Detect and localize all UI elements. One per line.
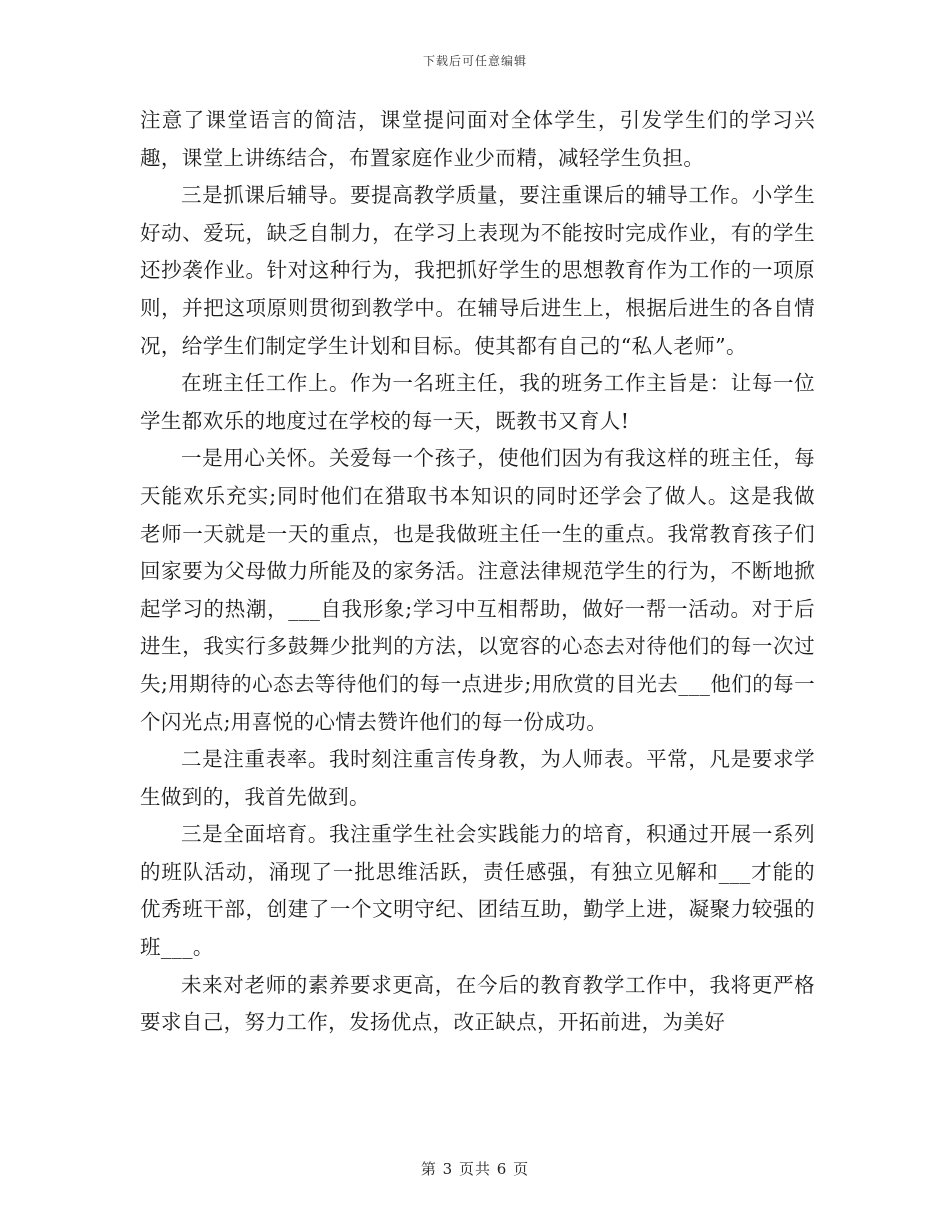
paragraph-7: 未来对老师的素养要求更高，在今后的教育教学工作中，我将更严格要求自己，努力工作，发扬优点，改正缺点，开拓前进，为美好 [140, 972, 815, 1035]
page-footer: 第 3 页共 6 页 [420, 1160, 530, 1178]
paragraph-2: 三是抓课后辅导。要提高教学质量，要注重课后的辅导工作。小学生好动、爱玩，缺乏自制力，在学习上表现为不能按时完成作业，有的学生还抄袭作业。针对这种行为，我把抓好学生的思想教育作为工作的一项原则，并把这项原则贯彻到教学中。在辅导后进生上，根据后进生的各自情况，给学生们制定学生计划和目标。使其都有自己的“私人老师”。 [140, 183, 815, 358]
paragraph-3: 在班主任工作上。作为一名班主任，我的班务工作主旨是：让每一位学生都欢乐的地度过在学校的每一天，既教书又育人! [140, 371, 815, 433]
document-body [140, 102, 815, 1042]
paragraph-6: 三是全面培育。我注重学生社会实践能力的培育，积通过开展一系列的班队活动，涌现了一批思维活跃，责任感强，有独立见解和___才能的优秀班干部，创建了一个文明守纪、团结互助，勤学上进，凝聚力较强的班___。 [140, 822, 815, 960]
page-header: 下载后可任意编辑 [422, 54, 527, 68]
paragraph-5: 二是注重表率。我时刻注重言传身教，为人师表。平常，凡是要求学生做到的，我首先做到。 [140, 747, 815, 809]
paragraph-1: 注意了课堂语言的简洁，课堂提问面对全体学生，引发学生们的学习兴趣，课堂上讲练结合，布置家庭作业少而精，减轻学生负担。 [140, 108, 815, 170]
paragraph-4: 一是用心关怀。关爱每一个孩子，使他们因为有我这样的班主任，每天能欢乐充实;同时他们在猎取书本知识的同时还学会了做人。这是我做老师一天就是一天的重点，也是我做班主任一生的重点。我常教育孩子们回家要为父母做力所能及的家务活。注意法律规范学生的行为，不断地掀起学习的热潮，___自我形象;学习中互相帮助，做好一帮一活动。对于后进生，我实行多鼓舞少批判的方法，以宽容的心态去对待他们的每一次过失;用期待的心态去等待他们的每一点进步;用欣赏的目光去___他们的每一个闪光点;用喜悦的心情去赞许他们的每一份成功。 [140, 446, 815, 734]
